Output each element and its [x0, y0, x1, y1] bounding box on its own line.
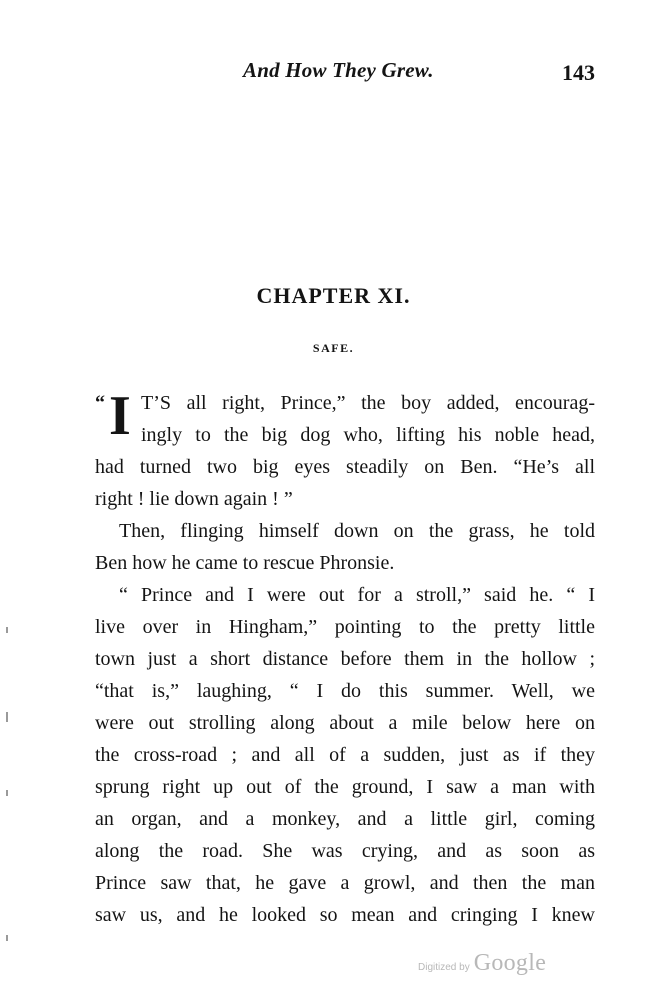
text-line-11: were out strolling along about a mile below here on	[95, 712, 595, 734]
text-line-15: along the road. She was crying, and as soon as	[95, 840, 595, 862]
text-line-10: “that is,” laughing, “ I do this summer. Well, we	[95, 680, 595, 702]
chapter-heading: CHAPTER XI.	[256, 283, 411, 308]
text-line-3: had turned two big eyes steadily on Ben. “He’s all	[95, 456, 595, 478]
scan-speck	[6, 935, 8, 941]
text-line-6: Ben how he came to rescue Phronsie.	[95, 552, 395, 574]
digitized-watermark	[418, 950, 546, 977]
text-line-7: “ Prince and I were out for a stroll,” said he. “ I	[119, 584, 595, 606]
text-line-12: the cross-road ; and all of a sudden, just as if they	[95, 744, 595, 766]
drop-cap-letter: I	[109, 385, 131, 447]
google-wordmark: Google	[473, 950, 547, 976]
body-text	[95, 387, 595, 931]
text-line-17: saw us, and he looked so mean and cringing I knew	[95, 904, 595, 926]
text-line-14: an organ, and a monkey, and a little girl, coming	[95, 808, 595, 830]
running-head	[95, 58, 595, 92]
digitized-label: Digitized by	[418, 962, 470, 973]
scan-speck	[6, 627, 8, 633]
scan-speck	[6, 712, 8, 722]
text-line-9: town just a short distance before them in the hollow ;	[95, 648, 595, 670]
opening-quote: “	[95, 392, 105, 414]
text-line-16: Prince saw that, he gave a growl, and then the man	[95, 872, 595, 894]
text-line-5: Then, flinging himself down on the grass, he told	[119, 520, 595, 542]
text-line-13: sprung right up out of the ground, I saw a man with	[95, 776, 595, 798]
chapter-subtitle: SAFE.	[312, 341, 355, 355]
running-title: And How They Grew.	[243, 58, 434, 82]
text-line-4: right ! lie down again ! ”	[95, 488, 293, 510]
text-line-8: live over in Hingham,” pointing to the pretty little	[95, 616, 595, 638]
page-number: 143	[562, 60, 595, 85]
text-line-1-rest: T’S all right, Prince,” the boy added, encourag-	[141, 392, 595, 414]
scan-speck	[6, 790, 8, 796]
text-line-2: ingly to the big dog who, lifting his noble head,	[141, 424, 595, 446]
